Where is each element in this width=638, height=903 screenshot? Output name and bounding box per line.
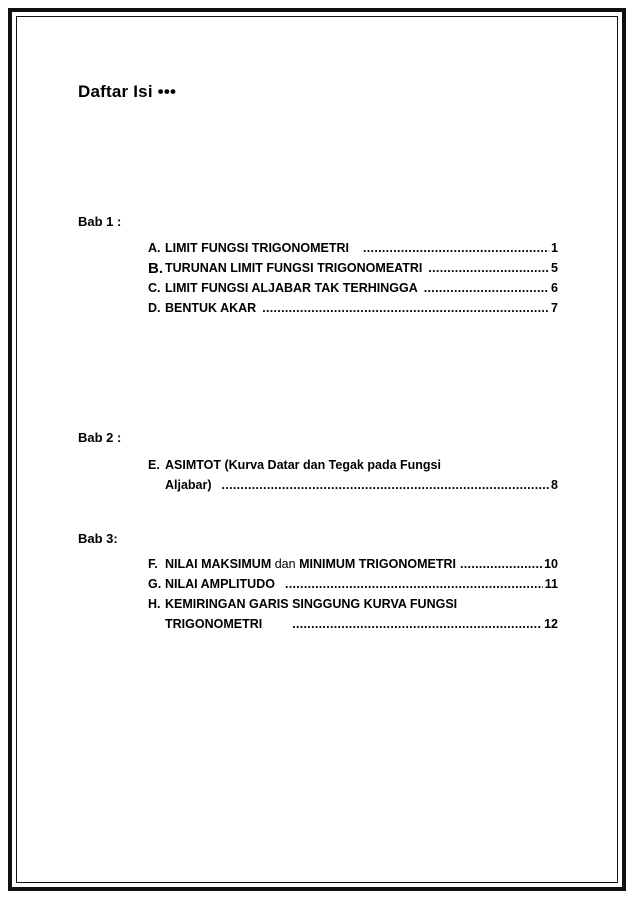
- page-title: Daftar Isi •••: [78, 82, 177, 101]
- toc-item-g[interactable]: [148, 576, 558, 593]
- page-border-inner: [16, 16, 618, 883]
- toc-title: ASIMTOT (Kurva Datar dan Tegak pada Fungsi: [165, 458, 441, 472]
- toc-title-continued: TRIGONOMETRI: [165, 617, 263, 631]
- toc-title: KEMIRINGAN GARIS SINGGUNG KURVA FUNGSI: [165, 597, 458, 611]
- toc-page: 1: [551, 241, 558, 255]
- toc-leader: [262, 300, 549, 317]
- toc-leader: [428, 260, 549, 277]
- bab-2-label: Bab 2 :: [78, 430, 122, 445]
- toc-leader: [424, 280, 549, 297]
- toc-leader: [222, 477, 550, 494]
- toc-title: LIMIT FUNGSI TRIGONOMETRI: [165, 241, 350, 255]
- toc-title: NILAI AMPLITUDO: [165, 577, 275, 591]
- toc-item-d[interactable]: [148, 300, 558, 317]
- bab-1-label: Bab 1 :: [78, 214, 122, 229]
- toc-title: TURUNAN LIMIT FUNGSI TRIGONOMEATRI: [165, 261, 423, 275]
- toc-letter: E.: [148, 458, 160, 472]
- toc-leader: [292, 616, 542, 633]
- toc-leader: [460, 556, 542, 573]
- bab-3-list: [148, 556, 558, 636]
- toc-item-b[interactable]: [148, 260, 558, 277]
- toc-leader: [363, 240, 549, 257]
- toc-item-h[interactable]: [148, 596, 558, 633]
- toc-page: 5: [551, 261, 558, 275]
- toc-page: 11: [544, 577, 558, 591]
- toc-letter: D.: [148, 301, 161, 315]
- toc-letter: H.: [148, 597, 161, 611]
- bab-3-label: Bab 3:: [78, 531, 118, 546]
- toc-page: 6: [551, 281, 558, 295]
- toc-title: LIMIT FUNGSI ALJABAR TAK TERHINGGA: [165, 281, 418, 295]
- toc-page: 10: [544, 557, 558, 571]
- toc-item-e[interactable]: [148, 457, 558, 494]
- toc-title-continued: Aljabar): [165, 478, 212, 492]
- toc-page: 8: [551, 478, 558, 492]
- toc-page: 7: [551, 301, 558, 315]
- toc-title-connector: dan: [271, 557, 300, 571]
- toc-letter: B.: [148, 260, 163, 277]
- toc-letter: A.: [148, 241, 161, 255]
- toc-title: [165, 556, 456, 573]
- toc-page: 12: [544, 617, 558, 631]
- toc-letter: F.: [148, 557, 158, 571]
- toc-letter: C.: [148, 281, 161, 295]
- bab-2-list: [148, 457, 558, 497]
- bab-1-list: [148, 240, 558, 320]
- toc-item-f[interactable]: [148, 556, 558, 573]
- toc-title-part: NILAI MAKSIMUM: [165, 557, 272, 571]
- toc-item-a[interactable]: [148, 240, 558, 257]
- toc-leader: [285, 576, 543, 593]
- toc-title: BENTUK AKAR: [165, 301, 257, 315]
- toc-item-c[interactable]: [148, 280, 558, 297]
- toc-title-part: MINIMUM TRIGONOMETRI: [299, 557, 456, 571]
- toc-letter: G.: [148, 577, 162, 591]
